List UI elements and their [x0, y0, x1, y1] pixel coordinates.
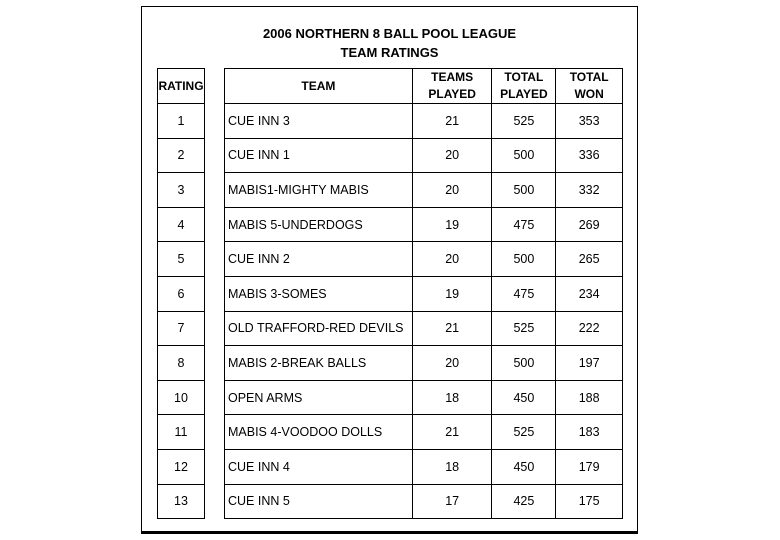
team-ratings-table — [224, 68, 623, 519]
teams-played-cell: 18 — [412, 380, 492, 415]
table-row — [225, 380, 623, 415]
rating-row — [158, 138, 205, 173]
total-played-cell: 450 — [492, 449, 556, 484]
team-cell: MABIS1-MIGHTY MABIS — [225, 173, 413, 208]
total-played-cell: 450 — [492, 380, 556, 415]
rating-cell: 3 — [158, 173, 205, 208]
teams-played-header-line1: TEAMS — [431, 70, 474, 84]
rating-cell: 10 — [158, 380, 205, 415]
total-won-cell: 353 — [556, 104, 623, 139]
teams-played-cell: 20 — [412, 173, 492, 208]
team-cell: MABIS 4-VOODOO DOLLS — [225, 415, 413, 450]
total-played-header-line2: PLAYED — [500, 87, 548, 101]
rating-row — [158, 415, 205, 450]
rating-row — [158, 173, 205, 208]
teams-played-cell: 20 — [412, 242, 492, 277]
total-won-header — [556, 69, 623, 104]
teams-played-cell: 17 — [412, 484, 492, 519]
table-row — [225, 484, 623, 519]
teams-played-cell: 19 — [412, 207, 492, 242]
rating-cell: 1 — [158, 104, 205, 139]
total-played-header-line1: TOTAL — [504, 70, 544, 84]
rating-row — [158, 207, 205, 242]
team-cell: OPEN ARMS — [225, 380, 413, 415]
total-won-cell: 234 — [556, 276, 623, 311]
teams-played-header — [412, 69, 492, 104]
team-cell: MABIS 5-UNDERDOGS — [225, 207, 413, 242]
total-played-cell: 525 — [492, 415, 556, 450]
total-played-cell: 500 — [492, 138, 556, 173]
teams-played-cell: 20 — [412, 346, 492, 381]
rating-cell: 6 — [158, 276, 205, 311]
rating-cell: 5 — [158, 242, 205, 277]
rating-row — [158, 104, 205, 139]
rating-cell: 12 — [158, 449, 205, 484]
total-won-cell: 179 — [556, 449, 623, 484]
teams-played-header-line2: PLAYED — [428, 87, 476, 101]
team-cell: CUE INN 1 — [225, 138, 413, 173]
total-played-cell: 425 — [492, 484, 556, 519]
total-won-header-line1: TOTAL — [569, 70, 609, 84]
rating-row — [158, 484, 205, 519]
teams-played-cell: 18 — [412, 449, 492, 484]
teams-played-cell: 20 — [412, 138, 492, 173]
table-row — [225, 173, 623, 208]
document-title: 2006 NORTHERN 8 BALL POOL LEAGUE — [262, 26, 517, 41]
total-played-cell: 475 — [492, 207, 556, 242]
rating-header: RATING — [158, 69, 205, 104]
total-played-cell: 500 — [492, 173, 556, 208]
team-cell: CUE INN 2 — [225, 242, 413, 277]
total-won-cell: 183 — [556, 415, 623, 450]
teams-played-cell: 19 — [412, 276, 492, 311]
rating-row — [158, 449, 205, 484]
total-played-header — [492, 69, 556, 104]
table-row — [225, 242, 623, 277]
document-subtitle: TEAM RATINGS — [340, 45, 439, 60]
team-cell: OLD TRAFFORD-RED DEVILS — [225, 311, 413, 346]
table-row — [225, 449, 623, 484]
team-cell: CUE INN 5 — [225, 484, 413, 519]
rating-row — [158, 311, 205, 346]
team-cell: CUE INN 4 — [225, 449, 413, 484]
total-won-cell: 175 — [556, 484, 623, 519]
rating-table — [157, 68, 205, 519]
total-won-cell: 269 — [556, 207, 623, 242]
total-won-cell: 265 — [556, 242, 623, 277]
total-won-cell: 332 — [556, 173, 623, 208]
table-row — [225, 346, 623, 381]
table-row — [225, 207, 623, 242]
team-header: TEAM — [225, 69, 413, 104]
table-row — [225, 415, 623, 450]
rating-cell: 2 — [158, 138, 205, 173]
total-won-cell: 197 — [556, 346, 623, 381]
rating-row — [158, 380, 205, 415]
rating-cell: 8 — [158, 346, 205, 381]
team-cell: MABIS 2-BREAK BALLS — [225, 346, 413, 381]
total-won-cell: 188 — [556, 380, 623, 415]
total-won-cell: 222 — [556, 311, 623, 346]
team-cell: CUE INN 3 — [225, 104, 413, 139]
total-won-header-line2: WON — [574, 87, 604, 101]
table-row — [225, 104, 623, 139]
total-won-cell: 336 — [556, 138, 623, 173]
rating-cell: 4 — [158, 207, 205, 242]
teams-played-cell: 21 — [412, 415, 492, 450]
rating-cell: 7 — [158, 311, 205, 346]
table-row — [225, 276, 623, 311]
table-row — [225, 138, 623, 173]
teams-played-cell: 21 — [412, 104, 492, 139]
table-row — [225, 311, 623, 346]
rating-row — [158, 276, 205, 311]
total-played-cell: 525 — [492, 104, 556, 139]
total-played-cell: 525 — [492, 311, 556, 346]
total-played-cell: 500 — [492, 346, 556, 381]
rating-row — [158, 346, 205, 381]
rating-cell: 13 — [158, 484, 205, 519]
team-cell: MABIS 3-SOMES — [225, 276, 413, 311]
rating-row — [158, 242, 205, 277]
teams-played-cell: 21 — [412, 311, 492, 346]
total-played-cell: 500 — [492, 242, 556, 277]
rating-cell: 11 — [158, 415, 205, 450]
total-played-cell: 475 — [492, 276, 556, 311]
